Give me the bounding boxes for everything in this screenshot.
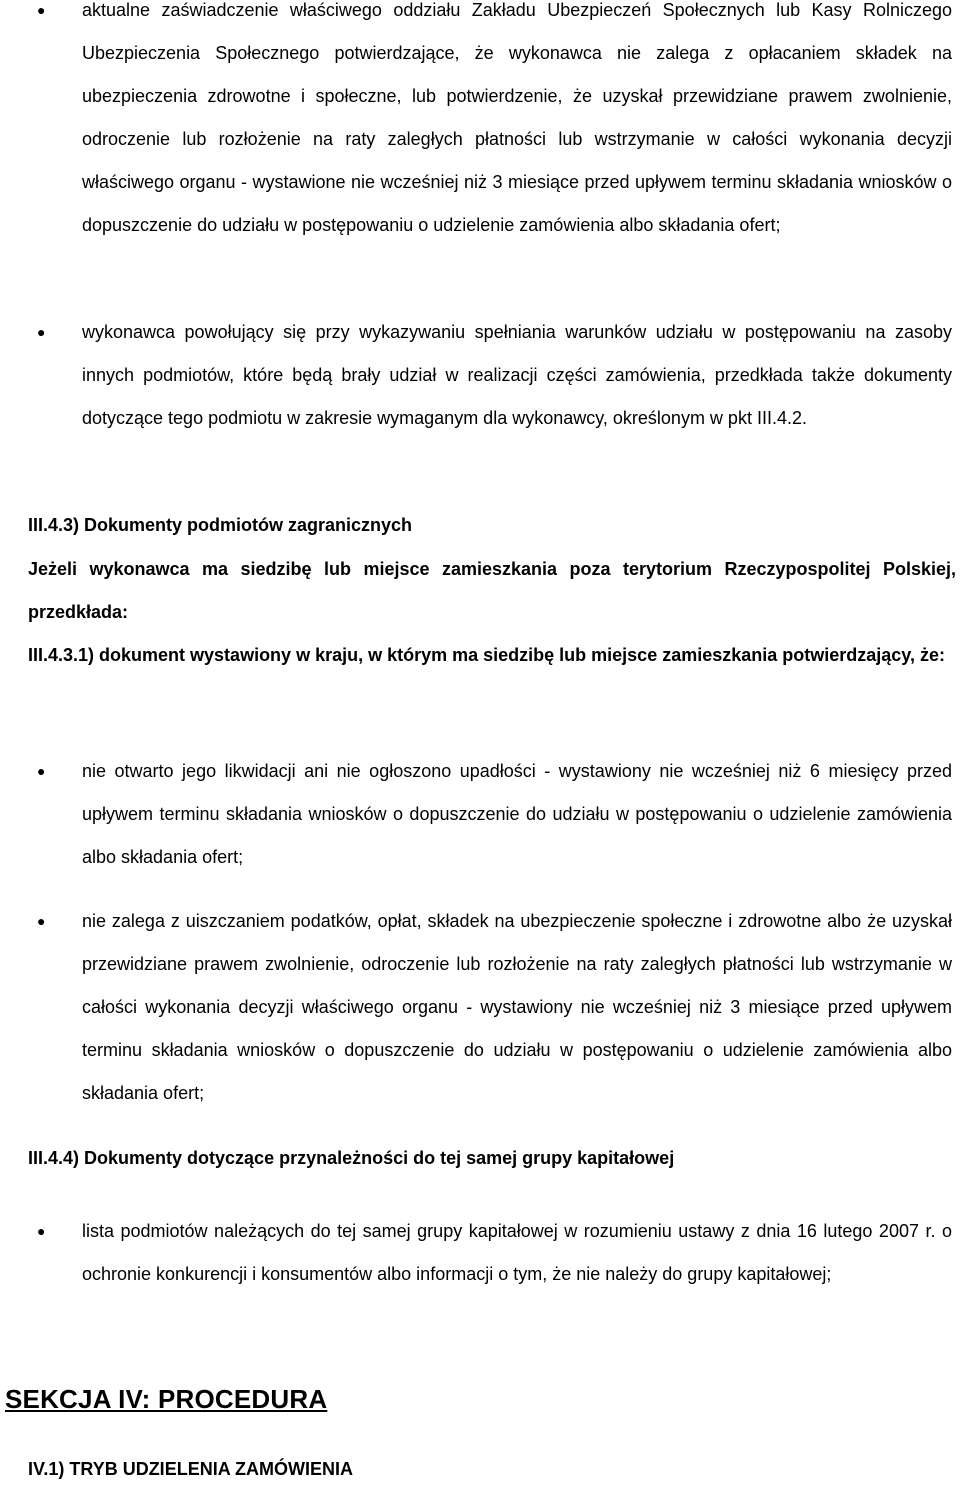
list-item [0, 750, 960, 879]
list-item [0, 311, 960, 483]
list-item-text: wykonawca powołujący się przy wykazywaniu spełniania warunków udziału w postępowaniu na zasoby innych podmiotów, które będą brały udział w realizacji części zamówienia, przedkłada także dokumenty dotyczące tego podmiotu w zakresie wymaganym dla wykonawcy, określonym w pkt III.4.2. [82, 322, 952, 428]
subsection-heading: III.4.4) Dokumenty dotyczące przynależności do tej samej grupy kapitałowej [28, 1148, 675, 1168]
subsection-heading: IV.1) TRYB UDZIELENIA ZAMÓWIENIA [28, 1459, 354, 1479]
list-item-text: nie otwarto jego likwidacji ani nie ogłoszono upadłości - wystawiony nie wcześniej niż 6 miesięcy przed upływem terminu składania wniosków o dopuszczenie do udziału w postępowaniu o udzielenie zamówienia albo składania ofert; [82, 761, 952, 867]
paragraph-heading: Jeżeli wykonawca ma siedzibę lub miejsce zamieszkania poza terytorium Rzeczypospolitej Polskiej, przedkłada: [28, 559, 956, 622]
paragraph-heading: III.4.3.1) dokument wystawiony w kraju, w którym ma siedzibę lub miejsce zamieszkania potwierdzający, że: [28, 645, 945, 665]
list-item-text: lista podmiotów należących do tej samej grupy kapitałowej w rozumieniu ustawy z dnia 16 lutego 2007 r. o ochronie konkurencji i konsumentów albo informacji o tym, że nie należy do grupy kapitałowej; [82, 1221, 952, 1284]
bullet-icon: ● [37, 324, 46, 340]
bullet-icon: ● [37, 2, 46, 18]
list-item-text: nie zalega z uiszczaniem podatków, opłat, składek na ubezpieczenie społeczne i zdrowotne albo że uzyskał przewidziane prawem zwolnienie, odroczenie lub rozłożenie na raty zaległych płatności lub wstrzymanie w całości wykonania decyzji właściwego organu - wystawiony nie wcześniej niż 3 miesiące przed upływem terminu składania wniosków o dopuszczenie do udziału w postępowaniu o udzielenie zamówienia albo składania ofert; [82, 911, 952, 1103]
list-item [0, 1210, 960, 1339]
section-title: SEKCJA IV: PROCEDURA [5, 1384, 328, 1414]
bullet-icon: ● [37, 763, 46, 779]
bullet-icon: ● [37, 1223, 46, 1239]
list-item-text: aktualne zaświadczenie właściwego oddziału Zakładu Ubezpieczeń Społecznych lub Kasy Rolniczego Ubezpieczenia Społecznego potwierdzające, że wykonawca nie zalega z opłacaniem składek na ubezpieczenia zdrowotne i społeczne, lub potwierdzenie, że uzyskał przewidziane prawem zwolnienie, odroczenie lub rozłożenie na raty zaległych płatności lub wstrzymanie w całości wykonania decyzji właściwego organu - wystawione nie wcześniej niż 3 miesiące przed upływem terminu składania wniosków o dopuszczenie do udziału w postępowaniu o udzielenie zamówienia albo składania ofert; [82, 0, 952, 235]
bullet-icon: ● [37, 913, 46, 929]
list-item [0, 900, 960, 1115]
subsection-heading: III.4.3) Dokumenty podmiotów zagranicznych [28, 515, 413, 535]
list-item [0, 0, 960, 289]
